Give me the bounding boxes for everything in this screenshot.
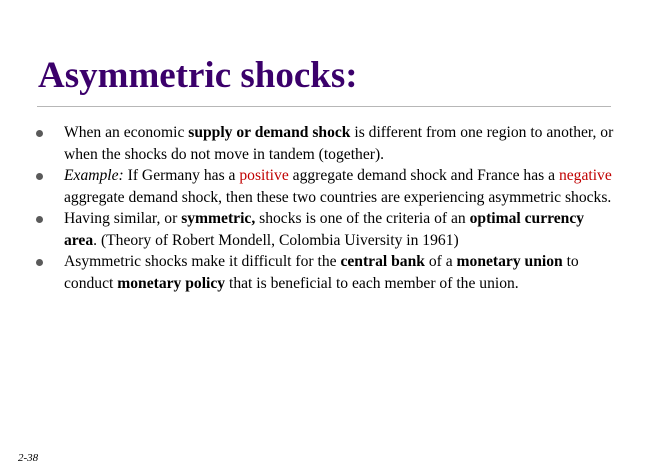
bullet-text-part: that is beneficial to each member of the union.: [225, 274, 519, 292]
bullet-item: [36, 165, 618, 208]
slide-title: Asymmetric shocks:: [38, 55, 358, 96]
bullet-dot-icon: [36, 130, 43, 137]
bullet-text-part: If Germany has a: [123, 167, 240, 184]
bullet-list: [36, 122, 618, 294]
page-number: 2-38: [18, 452, 39, 464]
bullet-dot-icon: [36, 216, 43, 223]
bullet-text-part: monetary policy: [117, 274, 226, 292]
bullet-text-part: symmetric,: [181, 210, 256, 227]
bullet-item: [36, 251, 618, 294]
bullet-text-part: aggregate demand shock and France has a: [288, 167, 559, 184]
bullet-dot-icon: [36, 173, 43, 180]
bullet-text-part: negative: [558, 167, 612, 184]
bullet-text-part: is different from one region to another, or when the shocks do not move in tandem (together).: [64, 124, 614, 163]
bullet-text-part: aggregate demand shock, then these two countries are experiencing asymmetric shocks.: [64, 188, 612, 206]
title-divider: [37, 106, 611, 107]
bullet-text-part: of a: [424, 253, 457, 270]
bullet-text-part: positive: [239, 167, 289, 184]
bullet-text-part: central bank: [340, 253, 425, 270]
bullet-text-part: Example:: [64, 167, 124, 184]
bullet-text-part: . (Theory of Robert Mondell, Colombia Uiversity in 1961): [93, 231, 459, 249]
bullet-text-part: shocks is one of the criteria of an: [255, 210, 470, 227]
bullet-text-part: optimal currency area: [64, 210, 585, 249]
bullet-text-part: monetary union: [456, 253, 563, 270]
bullet-item: [36, 208, 618, 251]
bullet-item: [36, 122, 618, 165]
bullet-text-part: Having similar, or: [64, 210, 182, 227]
bullet-text-part: Asymmetric shocks make it difficult for the: [64, 253, 341, 270]
bullet-text-part: supply or demand shock: [188, 124, 351, 141]
bullet-dot-icon: [36, 259, 43, 266]
bullet-text-part: When an economic: [64, 124, 189, 141]
bullet-text-part: to conduct: [64, 253, 579, 292]
